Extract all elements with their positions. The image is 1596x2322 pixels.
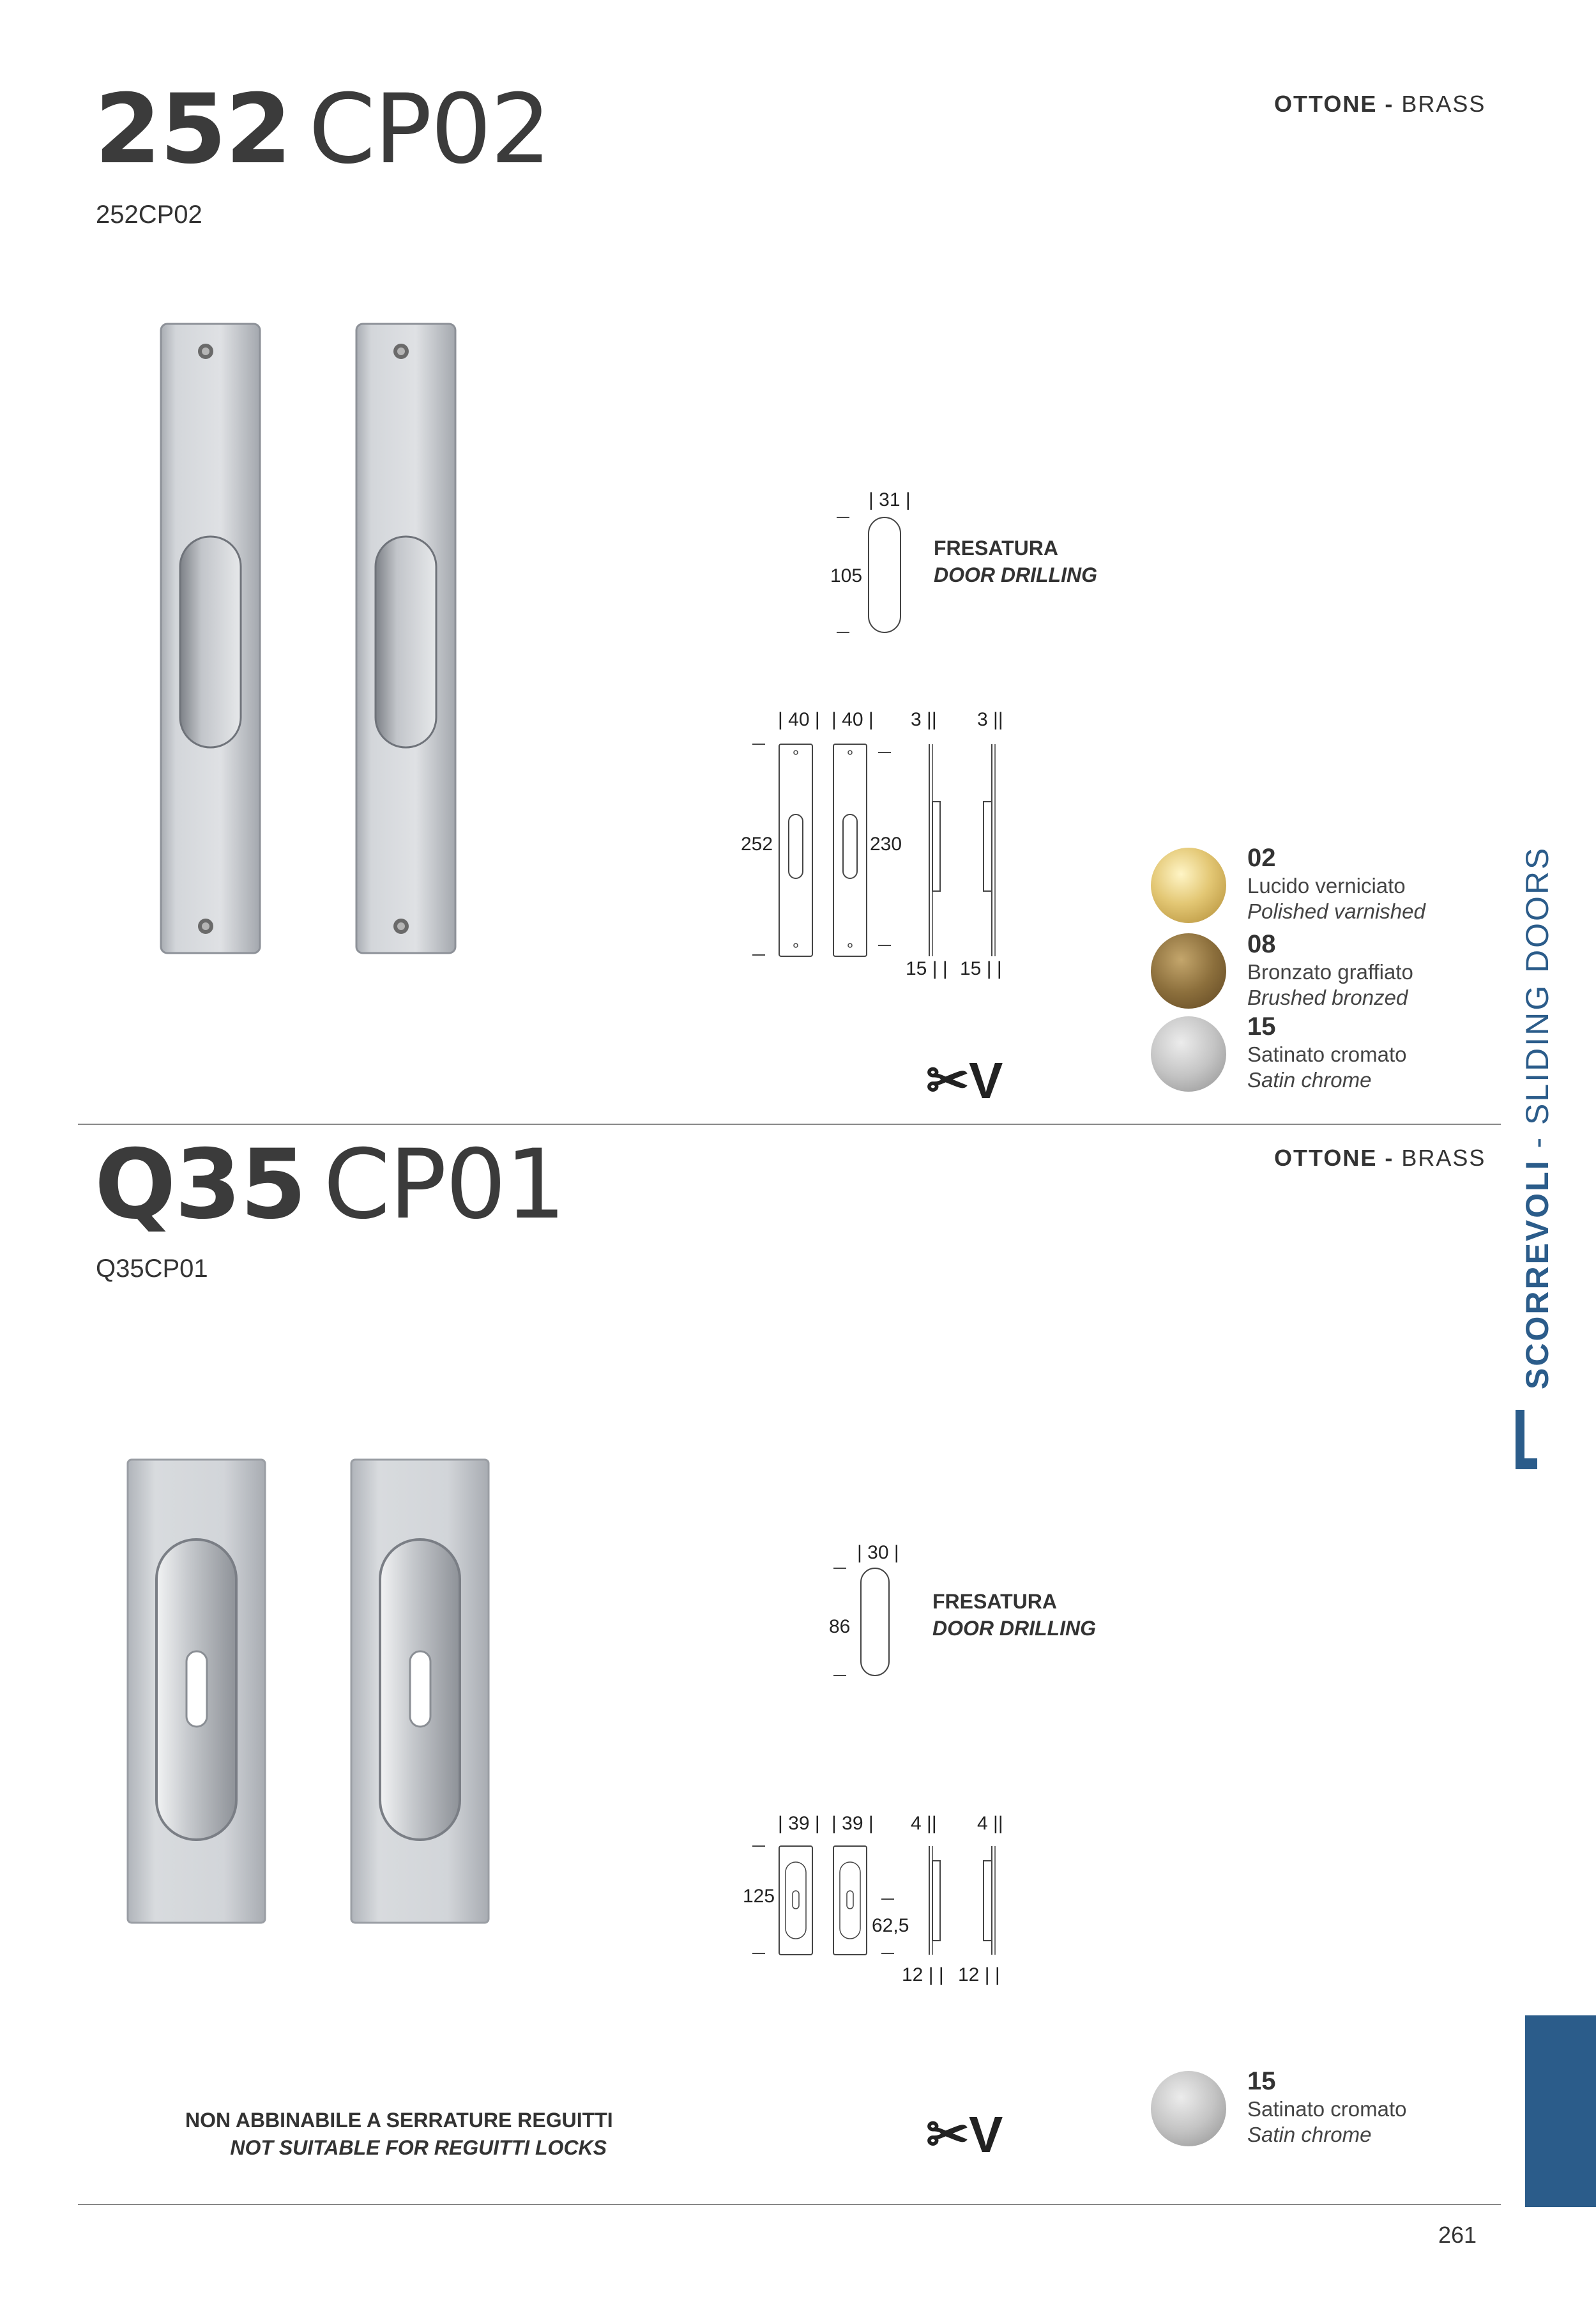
finish-name-it: Bronzato graffiato <box>1247 960 1413 984</box>
drill-width-dim: | 30 | <box>857 1542 899 1563</box>
side-label-sep: - <box>1519 1124 1555 1159</box>
plate-width-2-dim: | 40 | <box>832 709 874 730</box>
finish-name-it: Satinato cromato <box>1247 2097 1407 2121</box>
plate-thickness-2-dim: 3 || <box>977 709 1003 730</box>
note-en: NOT SUITABLE FOR REGUITTI LOCKS <box>230 2136 607 2160</box>
drilling-diagram <box>830 505 920 639</box>
product-title <box>95 74 551 185</box>
finish-swatch-15 <box>1151 2071 1226 2146</box>
material-en: BRASS <box>1401 91 1486 117</box>
depth-1-dim: 12 | | <box>902 1964 944 1985</box>
side-label-bold: SCORREVOLI <box>1519 1159 1555 1389</box>
tools-icon: ✂V <box>926 1052 1003 1109</box>
finish-swatch-15 <box>1151 1016 1226 1092</box>
product-title <box>95 1129 565 1241</box>
note-it: NON ABBINABILE A SERRATURE REGUITTI <box>185 2109 613 2132</box>
finish-swatch-08 <box>1151 933 1226 1009</box>
handle-right <box>351 1460 489 1923</box>
plate-thickness-2-dim: 4 || <box>977 1813 1003 1834</box>
handle-left <box>128 1460 265 1923</box>
brand-logo-icon <box>1510 1409 1542 1472</box>
technical-drawing <box>747 735 1022 971</box>
product-code: 252CP02 <box>96 201 202 229</box>
handle-right <box>356 324 455 953</box>
depth-1-dim: 15 | | <box>906 958 948 979</box>
finish-code: 15 <box>1247 1012 1276 1041</box>
title-model: CP01 <box>323 1129 565 1241</box>
finish-name-en: Satin chrome <box>1247 1068 1372 1092</box>
plate-width-1-dim: | 39 | <box>778 1813 820 1834</box>
drilling-en: DOOR DRILLING <box>934 563 1097 586</box>
drilling-label <box>934 535 1097 588</box>
product-photo <box>125 1450 495 1936</box>
drilling-label <box>932 1589 1096 1642</box>
plate-height-dim: 125 <box>743 1886 775 1907</box>
finish-code: 15 <box>1247 2067 1276 2095</box>
technical-drawing <box>747 1837 1022 1964</box>
material-it: OTTONE <box>1274 91 1378 117</box>
finish-swatch-02 <box>1151 848 1226 923</box>
product-photo <box>153 316 473 968</box>
tools-icon: ✂V <box>926 2106 1003 2163</box>
finish-name-en: Brushed bronzed <box>1247 986 1408 1009</box>
finish-name-en: Polished varnished <box>1247 899 1425 923</box>
material-sep: - <box>1377 91 1402 117</box>
material-en: BRASS <box>1401 1145 1486 1171</box>
handle-left <box>161 324 260 953</box>
material-it: OTTONE <box>1274 1145 1378 1171</box>
finish-code: 08 <box>1247 930 1276 958</box>
depth-2-dim: 12 | | <box>958 1964 1000 1985</box>
hole-spacing-dim: 230 <box>870 834 902 855</box>
section-side-label <box>1519 846 1556 1389</box>
side-label-light: SLIDING DOORS <box>1519 846 1555 1125</box>
drilling-it: FRESATURA <box>932 1590 1057 1613</box>
finish-code: 02 <box>1247 844 1276 872</box>
title-model: CP02 <box>308 74 551 185</box>
drilling-diagram <box>830 1559 913 1686</box>
finish-name-en: Satin chrome <box>1247 2123 1372 2146</box>
finish-name-it: Lucido verniciato <box>1247 874 1406 897</box>
plate-thickness-1-dim: 3 || <box>911 709 937 730</box>
drilling-it: FRESATURA <box>934 537 1058 560</box>
plate-height-dim: 252 <box>741 834 773 855</box>
depth-2-dim: 15 | | <box>960 958 1002 979</box>
finish-name-it: Satinato cromato <box>1247 1043 1407 1066</box>
page-side-tab <box>1525 2015 1596 2207</box>
drill-height-dim: 86 <box>829 1616 851 1637</box>
hole-spacing-dim: 62,5 <box>872 1915 909 1936</box>
drilling-en: DOOR DRILLING <box>932 1616 1096 1640</box>
title-number: Q35 <box>95 1129 306 1241</box>
page-number: 261 <box>1438 2222 1477 2248</box>
plate-width-1-dim: | 40 | <box>778 709 820 730</box>
product-code: Q35CP01 <box>96 1255 208 1283</box>
compatibility-note <box>185 2107 613 2162</box>
material-label <box>1274 1145 1486 1172</box>
plate-width-2-dim: | 39 | <box>832 1813 874 1834</box>
title-number: 252 <box>95 74 291 185</box>
footer-divider <box>78 2204 1501 2205</box>
drill-width-dim: | 31 | <box>869 489 911 510</box>
material-label <box>1274 91 1486 118</box>
plate-thickness-1-dim: 4 || <box>911 1813 937 1834</box>
material-sep: - <box>1377 1145 1402 1171</box>
drill-height-dim: 105 <box>830 565 863 586</box>
section-divider <box>78 1124 1501 1125</box>
